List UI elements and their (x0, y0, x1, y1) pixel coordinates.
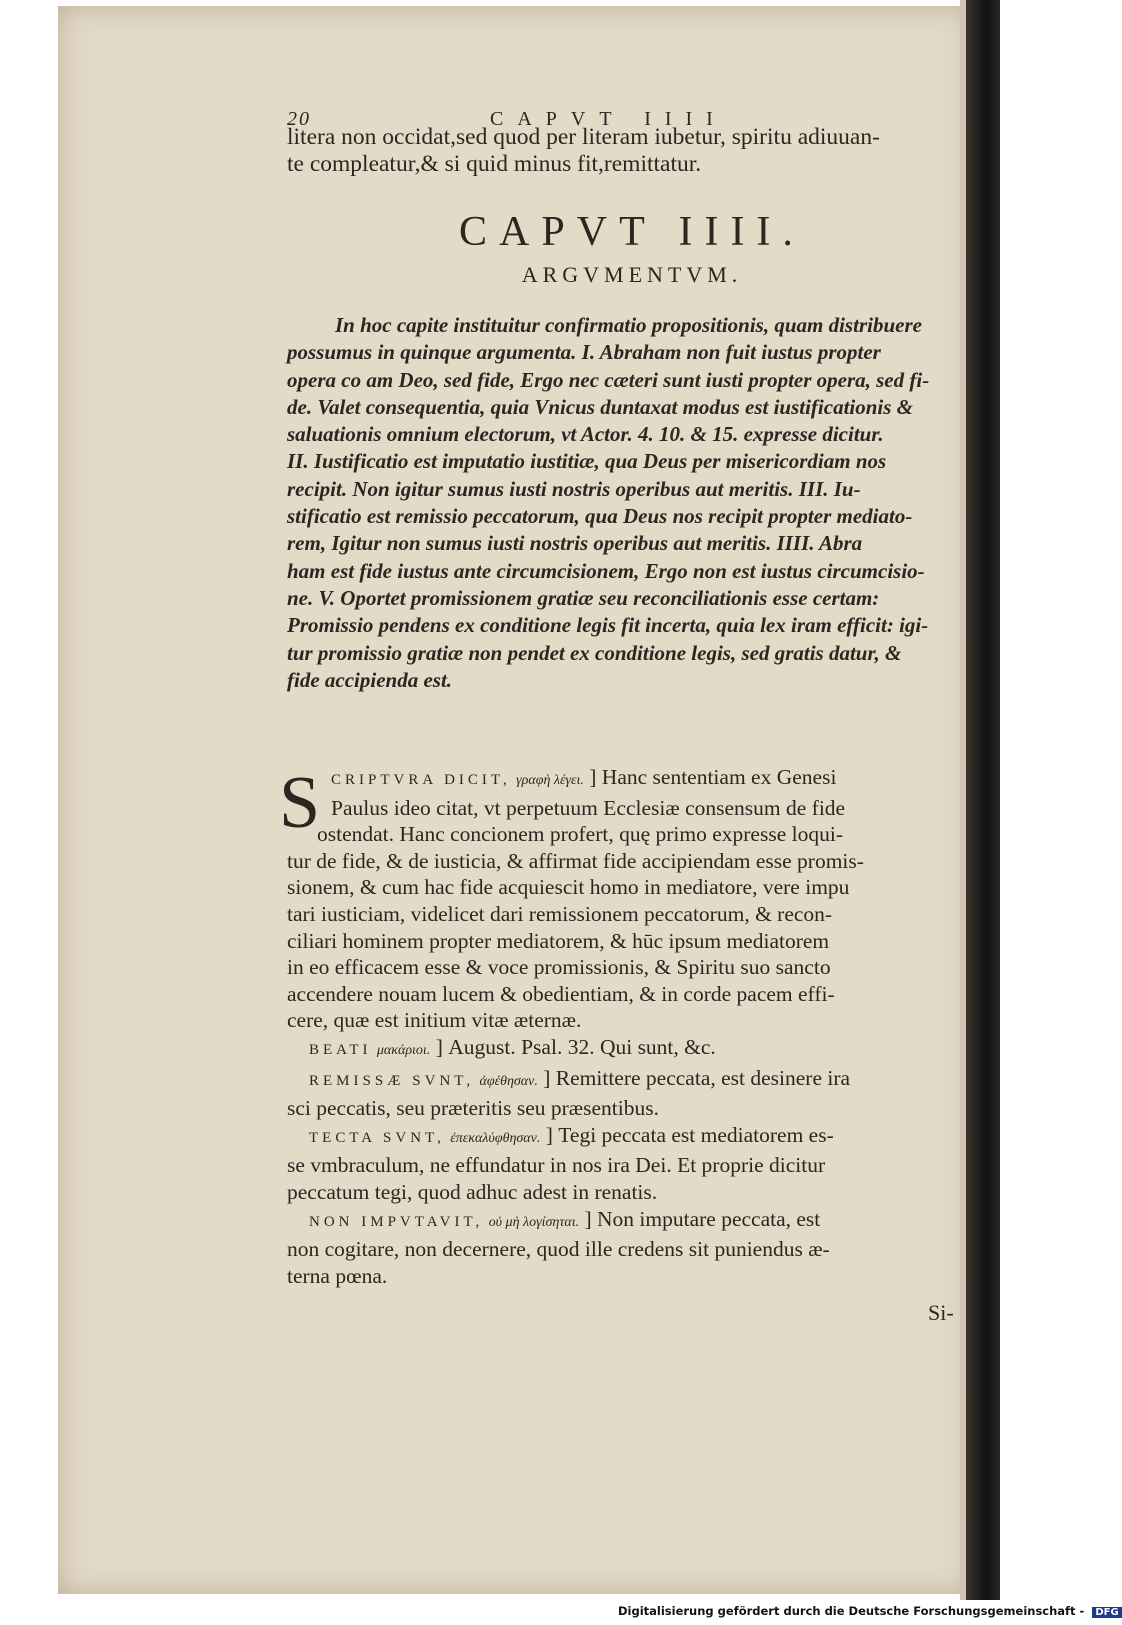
text-line: litera non occidat,sed quod per literam iubetur, spiritu adiuuan- (287, 124, 880, 150)
argument-line: stificatio est remissio peccatorum, qua Deus nos recipit propter mediato- (287, 504, 913, 529)
lemma-smallcaps: REMISSÆ SVNT, (309, 1072, 475, 1089)
argument-line: tur promissio gratiæ non pendet ex conditione legis, sed gratis datur, & (287, 640, 902, 665)
argument-block (287, 312, 977, 694)
commentary-line: non cogitare, non decernere, quod ille credens sit puniendus æ- (287, 1237, 830, 1262)
lemma-smallcaps: TECTA SVNT, (309, 1129, 445, 1146)
argument-line: recipit. Non igitur sumus iusti nostris operibus aut meritis. III. Iu- (287, 476, 861, 501)
commentary-line: accendere nouam lucem & obedientiam, & in corde pacem effi- (287, 981, 835, 1006)
argument-line: fide accipienda est. (287, 667, 453, 692)
argument-line: possumus in quinque argumenta. I. Abraham non fuit iustus propter (287, 340, 881, 365)
lemma-greek: ἐπεκαλύφθησαν. (450, 1130, 541, 1146)
text-line: te compleatur,& si quid minus fit,remittatur. (287, 151, 702, 178)
commentary-line: terna pœna. (287, 1263, 388, 1288)
commentary-line: ostendat. Hanc concionem profert, quę primo expresse loqui- (317, 822, 843, 847)
commentary-block (279, 762, 977, 1289)
lemma-entry (287, 1034, 977, 1065)
lemma-greek: γραφὴ λέγει. (516, 773, 584, 788)
commentary-line: in eo efficacem esse & voce promissionis, & Spiritu suo sancto (287, 955, 831, 980)
commentary-line: ciliari hominem propter mediatorem, & hūc ipsum mediatorem (287, 928, 830, 953)
argument-line: opera co am Deo, sed fide, Ergo nec cæteri sunt iusti propter opera, sed fi- (287, 367, 930, 392)
catchword: Si- (928, 1300, 954, 1325)
lemma-entry (287, 1122, 977, 1153)
running-title: CAPVT IIII (490, 108, 727, 130)
lemma-smallcaps: NON IMPVTAVIT, (309, 1213, 484, 1230)
commentary-line: sionem, & cum hac fide acquiescit homo in mediatore, vere impu (287, 875, 850, 900)
lemma-text: ] August. Psal. 32. Qui sunt, &c. (435, 1034, 716, 1059)
commentary-line: Paulus ideo citat, vt perpetuum Ecclesiæ consensum de fide (331, 795, 846, 820)
commentary-first-line (287, 764, 977, 795)
commentary-line: peccatum tegi, quod adhuc adest in renatis. (287, 1179, 658, 1204)
argument-line: Promissio pendens ex conditione legis fit incerta, quia lex iram efficit: igi- (287, 613, 929, 638)
lemma-text: ] Tegi peccata est mediatorem es- (545, 1122, 834, 1147)
argument-line: II. Iustificatio est imputatio iustitiæ, qua Deus per misericordiam nos (287, 449, 887, 474)
commentary-line: tur de fide, & de iusticia, & affirmat fide accipiendam esse promis- (287, 848, 864, 873)
lemma-entry (287, 1065, 977, 1096)
lemma-text: ] Hanc sententiam ex Genesi (589, 765, 837, 789)
commentary-line: tari iusticiam, videlicet dari remissionem peccatorum, & recon- (287, 901, 833, 926)
commentary-line: sci peccatis, seu præteritis seu præsentibus. (287, 1096, 659, 1121)
argument-title: ARGVMENTVM. (521, 262, 743, 287)
digitization-footer (618, 1604, 1119, 1622)
argument-line: de. Valet consequentia, quia Vnicus duntaxat modus est iustificationis & (287, 394, 914, 419)
argument-line: saluationis omnium electorum, vt Actor. 4. 10. & 15. expresse dicitur. (287, 422, 884, 447)
argument-line: ham est fide iustus ante circumcisionem, Ergo non est iustus circumcisio- (287, 558, 925, 583)
lemma-smallcaps: CRIPTVRA DICIT, (331, 772, 511, 788)
lemma-smallcaps: BEATI (309, 1041, 372, 1058)
lemma-greek: οὐ μὴ λογίσηται. (488, 1214, 580, 1230)
lemma-greek: μακάριοι. (376, 1042, 431, 1058)
lemma-text: ] Non imputare peccata, est (584, 1206, 821, 1231)
chapter-title: CAPVT IIII. (459, 209, 805, 255)
commentary-line: se vmbraculum, ne effundatur in nos ira Dei. Et proprie dicitur (287, 1153, 826, 1178)
lemma-greek: ἀφέθησαν. (479, 1073, 538, 1089)
argument-line: rem, Igitur non sumus iusti nostris operibus aut meritis. IIII. Abra (287, 531, 863, 556)
top-lines (287, 124, 977, 178)
page-number: 20 (287, 108, 311, 130)
footer-text: Digitalisierung gefördert durch die Deutsche Forschungsgemeinschaft - (618, 1604, 1085, 1618)
lemma-text: ] Remittere peccata, est desinere ira (543, 1065, 851, 1090)
drop-cap: S (279, 762, 321, 844)
argument-line: In hoc capite instituitur confirmatio propositionis, quam distribuere (335, 313, 922, 337)
argument-line: ne. V. Oportet promissionem gratiæ seu reconciliationis esse certam: (287, 585, 880, 610)
commentary-line: cere, quæ est initium vitæ æternæ. (287, 1008, 582, 1033)
dfg-logo-badge: DFG (1092, 1607, 1121, 1618)
lemma-entry (287, 1206, 977, 1237)
